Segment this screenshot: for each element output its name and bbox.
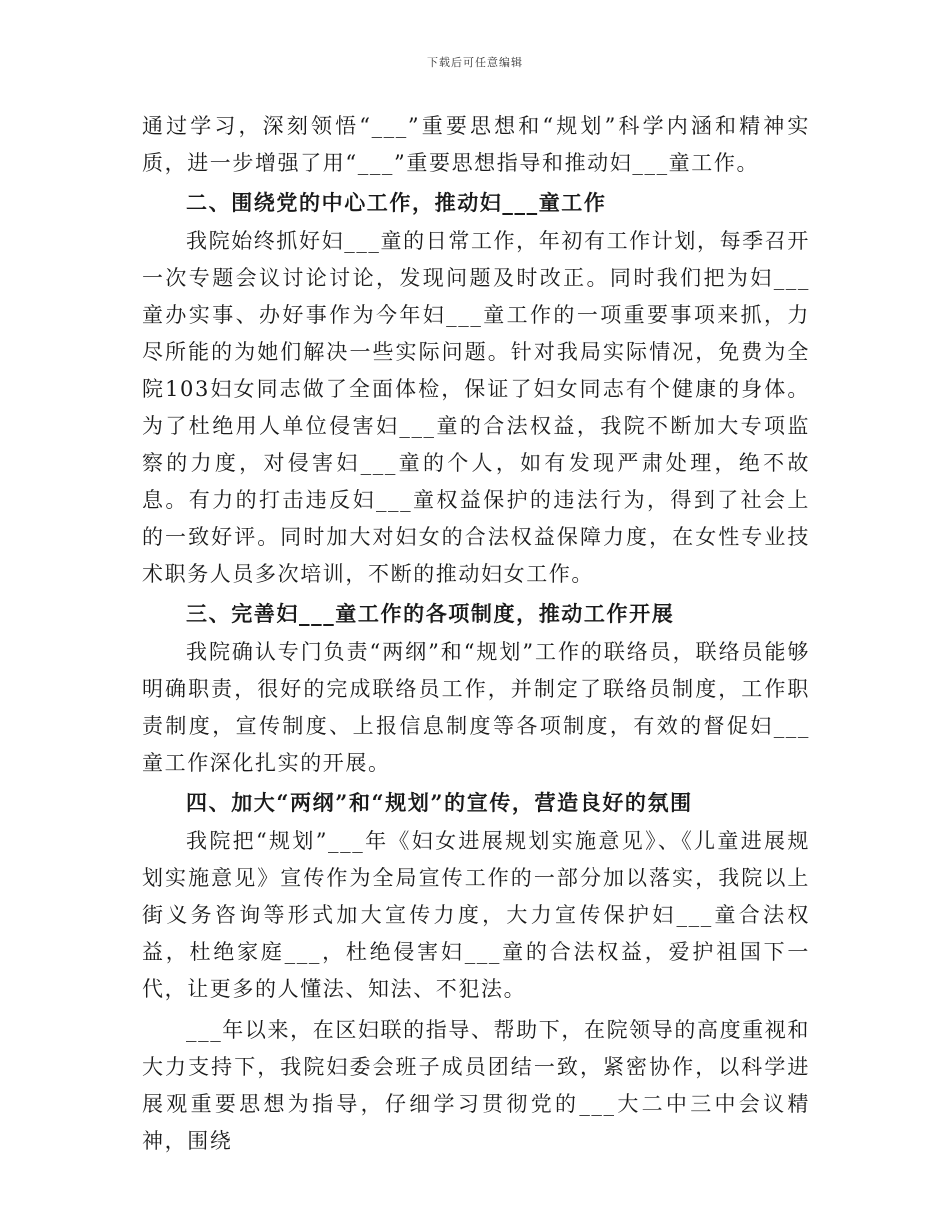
paragraph-4: 我院把“规划”___年《妇女进展规划实施意见》、《儿童进展规划实施意见》宣传作为全局宣传工作的一部分加以落实，我院以上街义务咨询等形式加大宣传力度，大力宣传保护妇___童合法权益，杜绝家庭___，杜绝侵害妇___童的合法权益，爱护祖国下一代，让更多的人懂法、知法、不犯法。 xyxy=(142,829,810,1001)
page-header: 下载后可任意编辑 xyxy=(427,56,523,69)
document-body xyxy=(142,108,810,1160)
paragraph-1: 通过学习，深刻领悟“___”重要思想和“规划”科学内涵和精神实质，进一步增强了用“___”重要思想指导和推动妇___童工作。 xyxy=(142,114,810,175)
paragraph-3: 我院确认专门负责“两纲”和“规划”工作的联络员，联络员能够明确职责，很好的完成联络员工作，并制定了联络员制度，工作职责制度，宣传制度、上报信息制度等各项制度，有效的督促妇___童工作深化扎实的开展。 xyxy=(142,640,810,775)
paragraph-5: ___年以来，在区妇联的指导、帮助下，在院领导的高度重视和大力支持下，我院妇委会班子成员团结一致，紧密协作，以科学进展观重要思想为指导，仔细学习贯彻党的___大二中三中会议精神，围绕 xyxy=(142,1018,810,1153)
section-heading-4: 四、加大“两纲”和“规划”的宣传，营造良好的氛围 xyxy=(186,790,693,815)
paragraph-2: 我院始终抓好妇___童的日常工作，年初有工作计划，每季召开一次专题会议讨论讨论，发现问题及时改正。同时我们把为妇___童办实事、办好事作为今年妇___童工作的一项重要事项来抓，力尽所能的为她们解决一些实际问题。针对我局实际情况，免费为全院103妇女同志做了全面体检，保证了妇女同志有个健康的身体。为了杜绝用人单位侵害妇___童的合法权益，我院不断加大专项监察的力度，对侵害妇___童的个人，如有发现严肃处理，绝不故息。有力的打击违反妇___童权益保护的违法行为，得到了社会上的一致好评。同时加大对妇女的合法权益保障力度，在女性专业技术职务人员多次培训，不断的推动妇女工作。 xyxy=(142,229,810,586)
section-heading-2: 二、围绕党的中心工作，推动妇___童工作 xyxy=(186,190,607,215)
section-heading-3: 三、完善妇___童工作的各项制度，推动工作开展 xyxy=(186,601,675,626)
